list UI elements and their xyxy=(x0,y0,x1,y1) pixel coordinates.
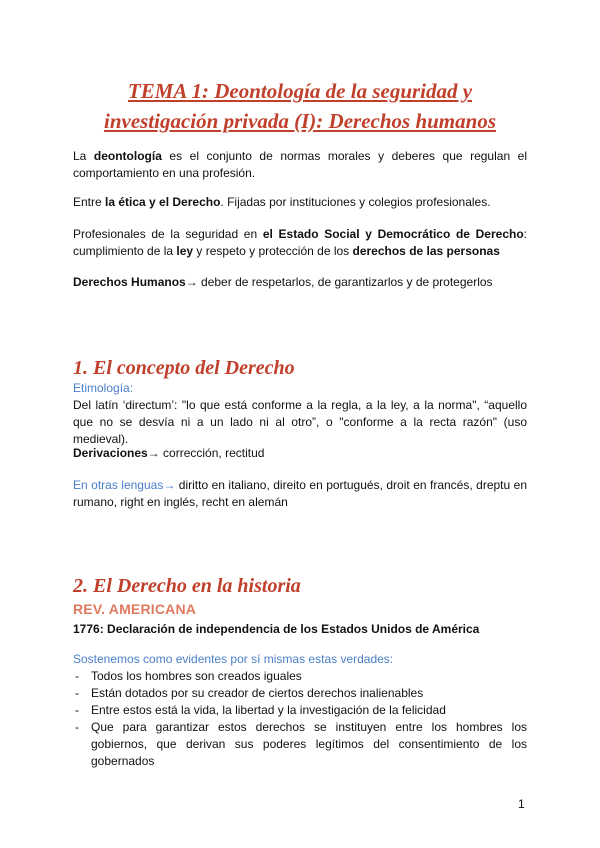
text: Profesionales de la seguridad en xyxy=(73,227,263,241)
rev-americana-subheading: REV. AMERICANA xyxy=(73,601,197,617)
text: es el conjunto de normas morales y deberes que regulan el comportamiento en una profesión. xyxy=(73,149,527,180)
section-1-heading: 1. El concepto del Derecho xyxy=(73,357,295,379)
text: : cumplimiento de la xyxy=(73,227,527,258)
text: → deber de respetarlos, de garantizarlos y de protegerlos xyxy=(185,275,493,289)
declaration-line: 1776: Declaración de independencia de los Estados Unidos de América xyxy=(73,622,480,636)
list-item xyxy=(73,702,527,719)
text: La xyxy=(73,149,94,163)
intro-paragraph-3 xyxy=(73,226,527,260)
term-etica-derecho: la ética y el Derecho xyxy=(105,195,221,209)
text: diritto en italiano, direito en portugués, droit en francés, dreptu en rumano, right en inglés, recht en alemán xyxy=(73,478,527,509)
bullet-dash: - xyxy=(75,669,79,683)
bullet-dash: - xyxy=(75,686,79,700)
list-item xyxy=(73,668,527,685)
derivations-paragraph xyxy=(73,445,527,462)
term-derechos: derechos de las personas xyxy=(352,244,500,258)
intro-paragraph-2 xyxy=(73,194,527,211)
etymology-text: Del latín ‘directum’: "lo que está conforme a la regla, a la ley, a la norma", “aquello que no se desvía ni a un lado ni al otro”, o "conforme a la recta razón" (uso medieval). xyxy=(73,398,527,446)
bullet-dash: - xyxy=(75,720,79,734)
etymology-label: Etimología: xyxy=(73,381,134,395)
list-item xyxy=(73,719,527,770)
title-line-2: investigación privada (I): Derechos humanos xyxy=(103,109,496,133)
term-derechos-humanos: Derechos Humanos xyxy=(73,275,186,289)
bullet-dash: - xyxy=(75,703,79,717)
intro-paragraph-4 xyxy=(73,274,527,291)
truths-list xyxy=(73,668,527,770)
term-ley: ley xyxy=(176,244,194,258)
text: → corrección, rectitud xyxy=(147,446,265,460)
truths-intro: Sostenemos como evidentes por sí mismas estas verdades: xyxy=(73,652,394,666)
other-languages-label: En otras lenguas→ xyxy=(73,478,176,492)
term-derivaciones: Derivaciones xyxy=(73,446,148,460)
section-2-heading: 2. El Derecho en la historia xyxy=(73,575,301,597)
list-item-text: Entre estos está la vida, la libertad y la investigación de la felicidad xyxy=(91,703,446,717)
list-item-text: Están dotados por su creador de ciertos derechos inalienables xyxy=(91,686,424,700)
intro-paragraph-1 xyxy=(73,148,527,182)
list-item xyxy=(73,685,527,702)
title-line-1: TEMA 1: Deontología de la seguridad y xyxy=(127,79,473,103)
text: . Fijadas por instituciones y colegios profesionales. xyxy=(220,195,491,209)
term-estado: el Estado Social y Democrático de Derecho xyxy=(262,227,524,241)
term-deontologia: deontología xyxy=(93,149,162,163)
page-number: 1 xyxy=(518,797,525,811)
text: Entre xyxy=(73,195,106,209)
list-item-text: Todos los hombres son creados iguales xyxy=(91,669,302,683)
list-item-text: Que para garantizar estos derechos se instituyen entre los hombres los gobiernos, que derivan sus poderes legítimos del consentimiento de los gobernados xyxy=(91,720,527,768)
text: y respeto y protección de los xyxy=(193,244,353,258)
other-languages-paragraph xyxy=(73,477,527,511)
document-title xyxy=(40,76,560,136)
